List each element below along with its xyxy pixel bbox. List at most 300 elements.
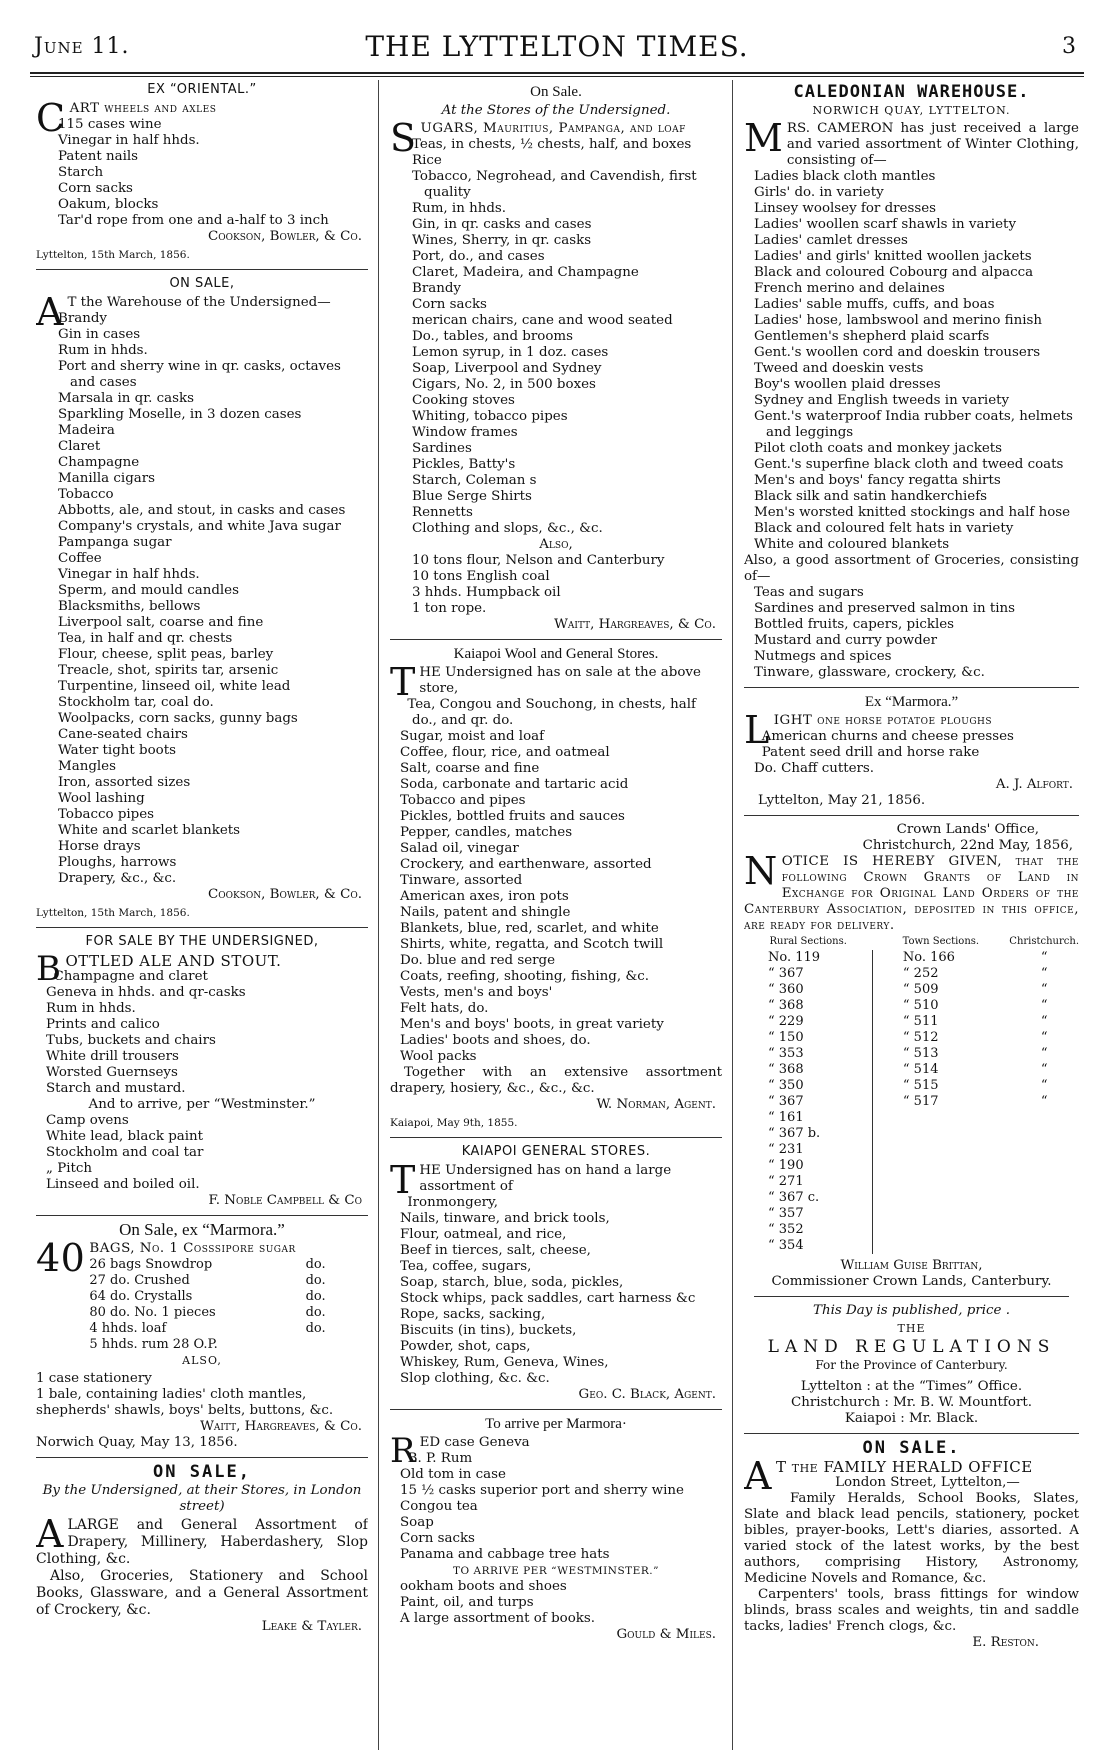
list-item: Tubs, buckets and chairs: [46, 1033, 216, 1048]
list-item: Stockholm and coal tar: [46, 1145, 204, 1160]
list-item: Bottled fruits, capers, pickles: [754, 617, 955, 632]
signature: A. J. Alfort.: [995, 777, 1073, 792]
christchurch-ditto: “: [1040, 1030, 1048, 1045]
list-item: Soap, Liverpool and Sydney: [412, 361, 602, 376]
list-item: French merino and delaines: [754, 281, 945, 296]
notice-lead: [744, 849, 1079, 934]
list-item: Woolpacks, corn sacks, gunny bags: [58, 711, 298, 726]
drop-cap: A: [36, 290, 64, 334]
list-item: merican chairs, cane and wood seated: [412, 313, 673, 328]
divider: [36, 1457, 368, 1458]
table-cell: 27 do. Crushed: [89, 1273, 190, 1288]
list-item: Prints and calico: [46, 1017, 160, 1032]
rural-section: “ 271: [768, 1174, 804, 1189]
list-item: Stock whips, pack saddles, cart harness &c: [400, 1291, 696, 1306]
town-section: “ 510: [872, 998, 1009, 1014]
list-item: Tobacco pipes: [58, 807, 155, 822]
list-item: Flour, oatmeal, and rice,: [400, 1227, 567, 1242]
list-item: Shirts, white, regatta, and Scotch twill: [400, 937, 664, 952]
item-list: [390, 137, 722, 537]
town-section: “ 511: [872, 1014, 1009, 1030]
list-item: American axes, iron pots: [400, 889, 569, 904]
table-row: [744, 950, 1079, 966]
col-town-sections: Town Sections.: [902, 936, 980, 947]
list-item: Brandy: [58, 311, 107, 326]
town-section: [872, 1222, 1009, 1238]
rural-section: “ 352: [768, 1222, 804, 1237]
town-section: [872, 1190, 1009, 1206]
town-section: [872, 1158, 1009, 1174]
notice-place-date: Christchurch, 22nd May, 1856,: [862, 838, 1073, 853]
list-item: Ploughs, harrows: [58, 855, 177, 870]
list-item: Girls' do. in variety: [754, 185, 884, 200]
drop-cap: T: [390, 1158, 416, 1202]
item-list: [36, 969, 368, 1097]
ad-heading: FOR SALE BY THE UNDERSIGNED,: [85, 934, 319, 949]
ad-heading: ON SALE.: [862, 1438, 961, 1458]
list-item: Oakum, blocks: [58, 197, 159, 212]
list-item: Ironmongery,: [407, 1195, 499, 1210]
signature: Gould & Miles.: [616, 1627, 716, 1642]
town-section: “ 517: [872, 1094, 1009, 1110]
list-item: Rum in hhds.: [46, 1001, 136, 1016]
column-3: [744, 80, 1079, 1750]
list-item: Company's crystals, and white Java sugar: [58, 519, 341, 534]
column-2: [390, 80, 722, 1750]
list-item: Cooking stoves: [412, 393, 515, 408]
list-item: Rum, in hhds.: [412, 201, 507, 216]
list-item: Tobacco and pipes: [400, 793, 526, 808]
list-item: Corn sacks: [412, 297, 487, 312]
drop-cap: 40: [36, 1236, 86, 1280]
table-row: [744, 966, 1079, 982]
list-item: White and scarlet blankets: [58, 823, 241, 838]
table-cell: do.: [305, 1321, 326, 1336]
table-row: [744, 1062, 1079, 1078]
table-row: [89, 1273, 339, 1289]
town-section: “ 514: [872, 1062, 1009, 1078]
also-text: Also, a good assortment of Groceries, consisting of—: [744, 553, 1079, 584]
drop-cap: A: [36, 1512, 64, 1556]
list-item: A large assortment of books.: [400, 1611, 596, 1626]
list-item: Soap, starch, blue, soda, pickles,: [400, 1275, 624, 1290]
lead-text: ED case Geneva: [419, 1435, 530, 1450]
list-item: Blacksmiths, bellows: [58, 599, 201, 614]
table-row: [744, 998, 1079, 1014]
divider: [390, 639, 722, 640]
table-cell: do.: [305, 1257, 326, 1272]
table-row: [744, 1190, 1079, 1206]
list-item: Sydney and English tweeds in variety: [754, 393, 1010, 408]
list-item: Vests, men's and boys': [400, 985, 553, 1000]
list-item: Window frames: [412, 425, 518, 440]
table-row: [744, 1142, 1079, 1158]
ad-heading: CALEDONIAN WAREHOUSE.: [793, 82, 1030, 102]
item-list: [390, 697, 722, 1065]
list-item: Port, do., and cases: [412, 249, 545, 264]
list-item: Nails, tinware, and brick tools,: [400, 1211, 610, 1226]
closing-text: Together with an extensive assortment drapery, hosiery, &c., &c., &c.: [390, 1065, 722, 1096]
table-row: [744, 1238, 1079, 1254]
rural-section: “ 357: [768, 1206, 804, 1221]
table-row: [744, 1078, 1079, 1094]
table-cell: do.: [305, 1273, 326, 1288]
christchurch-ditto: [1009, 1142, 1079, 1158]
table-row: [744, 1046, 1079, 1062]
list-item: Wines, Sherry, in qr. casks: [412, 233, 592, 248]
item-list-groceries: [744, 585, 1079, 681]
town-section: “ 512: [872, 1030, 1009, 1046]
item-list: [744, 169, 1079, 553]
list-item: Whiskey, Rum, Geneva, Wines,: [400, 1355, 609, 1370]
list-item: Water tight boots: [58, 743, 176, 758]
ad-heading: Ex “Marmora.”: [864, 694, 959, 710]
ad-on-sale-warehouse: [36, 276, 368, 921]
notice-signature: William Guise Brittan,: [840, 1258, 983, 1273]
list-item: Pampanga sugar: [58, 535, 172, 550]
divider: [744, 1433, 1079, 1434]
ad-body-1: Family Heralds, School Books, Slates, Slate and black lead pencils, stationery, pocket bibles, prayer-books, Lett's diaries, assorted. A varied stock of the latest works, by the best authors, comprising History, Astronomy, Medicine Novels and Romance, &c.: [744, 1491, 1079, 1586]
list-item: Liverpool salt, coarse and fine: [58, 615, 264, 630]
item-list-arrive: [390, 1579, 722, 1627]
text-line: 1 case stationery: [36, 1371, 152, 1386]
rural-section: “ 150: [768, 1030, 804, 1045]
list-item: Felt hats, do.: [400, 1001, 489, 1016]
list-item: Tea, coffee, sugars,: [400, 1259, 532, 1274]
published-line: This Day is published, price .: [813, 1303, 1010, 1318]
list-item: 10 tons flour, Nelson and Canterbury: [412, 553, 665, 568]
ad-marmora-sugar: [36, 1222, 368, 1451]
christchurch-ditto: “: [1040, 1062, 1048, 1077]
list-item: Champagne and claret: [53, 969, 208, 984]
ad-lead: [36, 1512, 368, 1568]
list-item: Cigars, No. 2, in 500 boxes: [412, 377, 596, 392]
agents-list: [744, 1379, 1079, 1427]
rural-section: “ 368: [768, 1062, 804, 1077]
list-item: Mustard and curry powder: [754, 633, 937, 648]
col-rural-sections: Rural Sections.: [769, 936, 847, 947]
column-rule: [378, 80, 379, 1750]
table-row: [744, 1094, 1079, 1110]
list-item: Pickles, bottled fruits and sauces: [400, 809, 625, 824]
item-list-also: [390, 553, 722, 617]
list-item: Corn sacks: [400, 1531, 475, 1546]
page-number: 3: [1062, 34, 1076, 59]
table-cell: 5 hhds. rum 28 O.P.: [89, 1337, 218, 1352]
list-item: Gent.'s waterproof India rubber coats, helmets and leggings: [754, 409, 1073, 440]
ad-heading: To arrive per Marmora·: [485, 1416, 627, 1432]
list-item: Claret, Madeira, and Champagne: [412, 265, 639, 280]
divider: [36, 927, 368, 928]
list-item: Nails, patent and shingle: [400, 905, 571, 920]
text-line: Lyttelton : at the “Times” Office.: [800, 1379, 1023, 1394]
ad-ex-oriental: [36, 82, 368, 263]
dateline: Lyttelton, 15th March, 1856.: [36, 249, 190, 261]
list-item: Do., tables, and brooms: [412, 329, 573, 344]
ad-heading: EX “ORIENTAL.”: [147, 82, 257, 97]
list-item: Ladies' woollen scarf shawls in variety: [754, 217, 1017, 232]
list-item: Tinware, assorted: [400, 873, 523, 888]
list-item: Sardines: [412, 441, 472, 456]
list-item: Turpentine, linseed oil, white lead: [58, 679, 291, 694]
rural-section: No. 119: [768, 950, 821, 965]
list-item: Biscuits (in tins), buckets,: [400, 1323, 577, 1338]
signature: Waitt, Hargreaves, & Co.: [554, 617, 716, 632]
table-row: [89, 1321, 339, 1337]
item-list-arrive: [36, 1113, 368, 1193]
list-item: Nutmegs and spices: [754, 649, 892, 664]
ad-heading: Kaiapoi Wool and General Stores.: [453, 646, 659, 662]
christchurch-ditto: [1009, 1158, 1079, 1174]
rural-section: “ 350: [768, 1078, 804, 1093]
ad-family-herald: [744, 1440, 1079, 1651]
list-item: Tobacco, Negrohead, and Cavendish, first quality: [412, 169, 697, 200]
list-item: B. P. Rum: [407, 1451, 473, 1466]
divider: [390, 1137, 722, 1138]
column-1: [36, 80, 368, 1750]
arrive-note: TO ARRIVE PER “WESTMINSTER.”: [453, 1565, 659, 1577]
list-item: Gentlemen's shepherd plaid scarfs: [754, 329, 990, 344]
list-item: Worsted Guernseys: [46, 1065, 178, 1080]
list-item: Tinware, glassware, crockery, &c.: [754, 665, 985, 680]
ad-subhead: At the Stores of the Undersigned.: [441, 103, 671, 118]
list-item: Slop clothing, &c. &c.: [400, 1371, 550, 1386]
list-item: Wool packs: [400, 1049, 477, 1064]
land-regulations-title: LAND REGULATIONS: [767, 1337, 1056, 1357]
list-item: ookham boots and shoes: [400, 1579, 567, 1594]
christchurch-ditto: “: [1040, 1078, 1048, 1093]
list-item: Tobacco: [58, 487, 114, 502]
list-item: Rope, sacks, sacking,: [400, 1307, 546, 1322]
table-cell: do.: [305, 1305, 326, 1320]
list-item: Manilla cigars: [58, 471, 156, 486]
list-item: American churns and cheese presses: [761, 729, 1014, 744]
list-item: Marsala in qr. casks: [58, 391, 194, 406]
list-item: Madeira: [58, 423, 115, 438]
table-cell: do.: [305, 1289, 326, 1304]
masthead: [30, 28, 1084, 68]
list-item: Black and coloured Cobourg and alpacca: [754, 265, 1034, 280]
list-item: Iron, assorted sizes: [58, 775, 191, 790]
sugar-table: [89, 1257, 339, 1353]
christchurch-ditto: “: [1040, 1094, 1048, 1109]
list-item: Drapery, &c., &c.: [58, 871, 177, 886]
list-item: Treacle, shot, spirits tar, arsenic: [58, 663, 279, 678]
list-item: Vinegar in half hhds.: [58, 567, 200, 582]
list-item: Boy's woollen plaid dresses: [754, 377, 941, 392]
town-section: [872, 1174, 1009, 1190]
notice-role: Commissioner Crown Lands, Canterbury.: [771, 1274, 1052, 1289]
list-item: Tweed and doeskin vests: [754, 361, 924, 376]
dateline: Lyttelton, May 21, 1856.: [758, 793, 926, 808]
ad-heading: On Sale.: [530, 84, 582, 100]
list-item: Rice: [412, 153, 442, 168]
dateline: Norwich Quay, May 13, 1856.: [36, 1435, 238, 1450]
town-section: [872, 1206, 1009, 1222]
lead-text: LARGE and General Assortment of Drapery, Millinery, Haberdashery, Slop Clothing, &c.: [36, 1517, 368, 1567]
ad-caledonian-warehouse: [744, 84, 1079, 681]
divider: [744, 687, 1079, 688]
list-item: Lemon syrup, in 1 doz. cases: [412, 345, 609, 360]
list-item: Stockholm tar, coal do.: [58, 695, 214, 710]
item-list: [36, 117, 368, 229]
table-cell: 26 bags Snowdrop: [89, 1257, 213, 1272]
divider: [754, 1296, 1069, 1297]
ad-lead: [390, 660, 722, 704]
list-item: Gent.'s superfine black cloth and tweed coats: [754, 457, 1064, 472]
ad-waitt-stores: [390, 84, 722, 633]
ad-heading: KAIAPOI GENERAL STORES.: [461, 1144, 651, 1159]
list-item: Congou tea: [400, 1499, 478, 1514]
christchurch-ditto: [1009, 1222, 1079, 1238]
list-item: 115 cases wine: [58, 117, 162, 132]
list-item: Sparkling Moselle, in 3 dozen cases: [58, 407, 302, 422]
table-row: [744, 982, 1079, 998]
drop-cap: T: [390, 660, 416, 704]
list-item: Linsey woolsey for dresses: [754, 201, 937, 216]
drop-cap: A: [744, 1454, 772, 1498]
ad-kaiapoi-general: [390, 1144, 722, 1403]
christchurch-ditto: [1009, 1190, 1079, 1206]
rural-section: “ 354: [768, 1238, 804, 1253]
notice-office: Crown Lands' Office,: [896, 822, 1039, 837]
ad-lead: [390, 1158, 722, 1202]
drop-cap: B: [36, 949, 62, 989]
list-item: Corn sacks: [58, 181, 133, 196]
list-item: White and coloured blankets: [754, 537, 950, 552]
list-item: Brandy: [412, 281, 461, 296]
list-item: Teas and sugars: [754, 585, 864, 600]
town-section: No. 166: [872, 950, 1009, 966]
christchurch-ditto: “: [1040, 950, 1048, 965]
list-item: Do. Chaff cutters.: [754, 761, 875, 776]
christchurch-ditto: [1009, 1126, 1079, 1142]
christchurch-ditto: “: [1040, 982, 1048, 997]
list-item: Gin in cases: [58, 327, 141, 342]
list-item: Mangles: [58, 759, 116, 774]
table-row: [744, 1110, 1079, 1126]
masthead-rule: [30, 72, 1084, 77]
also-label: ALSO,: [182, 1354, 222, 1367]
lead-text: OTTLED ALE AND STOUT.: [65, 952, 282, 970]
list-item: Ladies black cloth mantles: [754, 169, 936, 184]
table-row: [89, 1337, 339, 1353]
town-section: “ 515: [872, 1078, 1009, 1094]
table-row: [744, 1222, 1079, 1238]
table-cell: 64 do. Crystalls: [89, 1289, 193, 1304]
divider: [744, 815, 1079, 816]
town-section: “ 252: [872, 966, 1009, 982]
list-item: 15 ½ casks superior port and sherry wine: [400, 1483, 684, 1498]
list-item: Vinegar in half hhds.: [58, 133, 200, 148]
christchurch-ditto: “: [1040, 966, 1048, 981]
list-item: Powder, shot, caps,: [400, 1339, 531, 1354]
land-regulations-notice: [744, 1303, 1079, 1427]
list-item: Do. blue and red serge: [400, 953, 556, 968]
table-row: [89, 1257, 339, 1273]
drop-cap: N: [744, 849, 778, 893]
ad-kaiapoi-wool: [390, 646, 722, 1131]
text-line: Christchurch : Mr. B. W. Mountfort.: [790, 1395, 1032, 1410]
town-section: [872, 1142, 1009, 1158]
list-item: Claret: [58, 439, 101, 454]
list-item: Coffee: [58, 551, 102, 566]
list-item: „ Pitch: [46, 1161, 92, 1176]
table-cell: 80 do. No. 1 pieces: [89, 1305, 216, 1320]
list-item: Whiting, tobacco pipes: [412, 409, 568, 424]
list-item: Ladies' hose, lambswool and merino finish: [754, 313, 1043, 328]
list-item: Camp ovens: [46, 1113, 129, 1128]
drop-cap: C: [36, 96, 66, 140]
divider: [36, 269, 368, 270]
list-item: Rum in hhds.: [58, 343, 148, 358]
list-item: Soda, carbonate and tartaric acid: [400, 777, 629, 792]
list-item: Teas, in chests, ½ chests, half, and boxes: [412, 137, 692, 152]
newspaper-title: THE LYTTELTON TIMES.: [365, 30, 749, 63]
lead-text: BAGS, No. 1 Cosssipore sugar: [89, 1241, 296, 1256]
ad-body-2: Carpenters' tools, brass fittings for window blinds, brass scales and weights, tin and saddle tacks, ladies' French clogs, &c.: [744, 1587, 1079, 1634]
dateline: Kaiapoi, May 9th, 1855.: [390, 1117, 518, 1129]
divider: [36, 1215, 368, 1216]
rural-section: “ 229: [768, 1014, 804, 1029]
list-item: White lead, black paint: [46, 1129, 204, 1144]
drop-cap: S: [390, 116, 417, 160]
list-item: Starch: [58, 165, 104, 180]
lead-text: RS. CAMERON has just received a large and varied assortment of Winter Clothing, consisting of—: [786, 121, 1079, 168]
list-item: Gin, in qr. casks and cases: [412, 217, 592, 232]
lead-text: HE Undersigned has on hand a large assortment of: [419, 1163, 672, 1194]
list-item: Sardines and preserved salmon in tins: [754, 601, 1016, 616]
list-item: Abbotts, ale, and stout, in casks and cases: [58, 503, 346, 518]
christchurch-ditto: “: [1040, 1014, 1048, 1029]
list-item: Pepper, candles, matches: [400, 825, 573, 840]
list-item: Ladies' boots and shoes, do.: [400, 1033, 591, 1048]
list-item: Beef in tierces, salt, cheese,: [400, 1243, 591, 1258]
extra-list: [36, 1371, 368, 1419]
ad-arrive-marmora: [390, 1416, 722, 1643]
text-line: Kaiapoi : Mr. Black.: [844, 1411, 979, 1426]
list-item: Tea, in half and qr. chests: [58, 631, 233, 646]
lead-text: IGHT one horse potatoe ploughs: [773, 713, 993, 728]
lead-text: T the FAMILY HERALD OFFICE: [775, 1458, 1033, 1476]
table-row: [744, 1014, 1079, 1030]
christchurch-ditto: “: [1040, 1046, 1048, 1061]
list-item: Patent nails: [58, 149, 139, 164]
drop-cap: R: [390, 1431, 416, 1471]
list-item: Panama and cabbage tree hats: [400, 1547, 610, 1562]
ad-body: Also, Groceries, Stationery and School Books, Glassware, and a General Assortment of Crockery, &c.: [36, 1568, 368, 1618]
list-item: Ladies' and girls' knitted woollen jackets: [754, 249, 1032, 264]
ad-ex-marmora: [744, 694, 1079, 809]
signature: Waitt, Hargreaves, & Co.: [200, 1419, 362, 1434]
list-item: Ladies' sable muffs, cuffs, and boas: [754, 297, 995, 312]
item-list: [36, 311, 368, 887]
list-item: Geneva in hhds. and qr-casks: [46, 985, 246, 1000]
list-item: Flour, cheese, split peas, barley: [58, 647, 274, 662]
rural-section: “ 367 c.: [768, 1190, 820, 1205]
town-section: [872, 1110, 1009, 1126]
text-line: 1 bale, containing ladies' cloth mantles, shepherds' shawls, boys' belts, buttons, &c.: [36, 1387, 334, 1418]
ad-subhead: By the Undersigned, at their Stores, in London street): [42, 1483, 362, 1514]
lead-text: HE Undersigned has on sale at the above store,: [419, 665, 701, 696]
list-item: Champagne: [58, 455, 140, 470]
list-item: 1 ton rope.: [412, 601, 487, 616]
rural-section: “ 367 b.: [768, 1126, 821, 1141]
list-item: Salad oil, vinegar: [400, 841, 519, 856]
christchurch-ditto: [1009, 1110, 1079, 1126]
list-item: Coats, reefing, shooting, fishing, &c.: [400, 969, 650, 984]
lead-text: UGARS, Mauritius, Pampanga, and loaf: [420, 121, 686, 136]
